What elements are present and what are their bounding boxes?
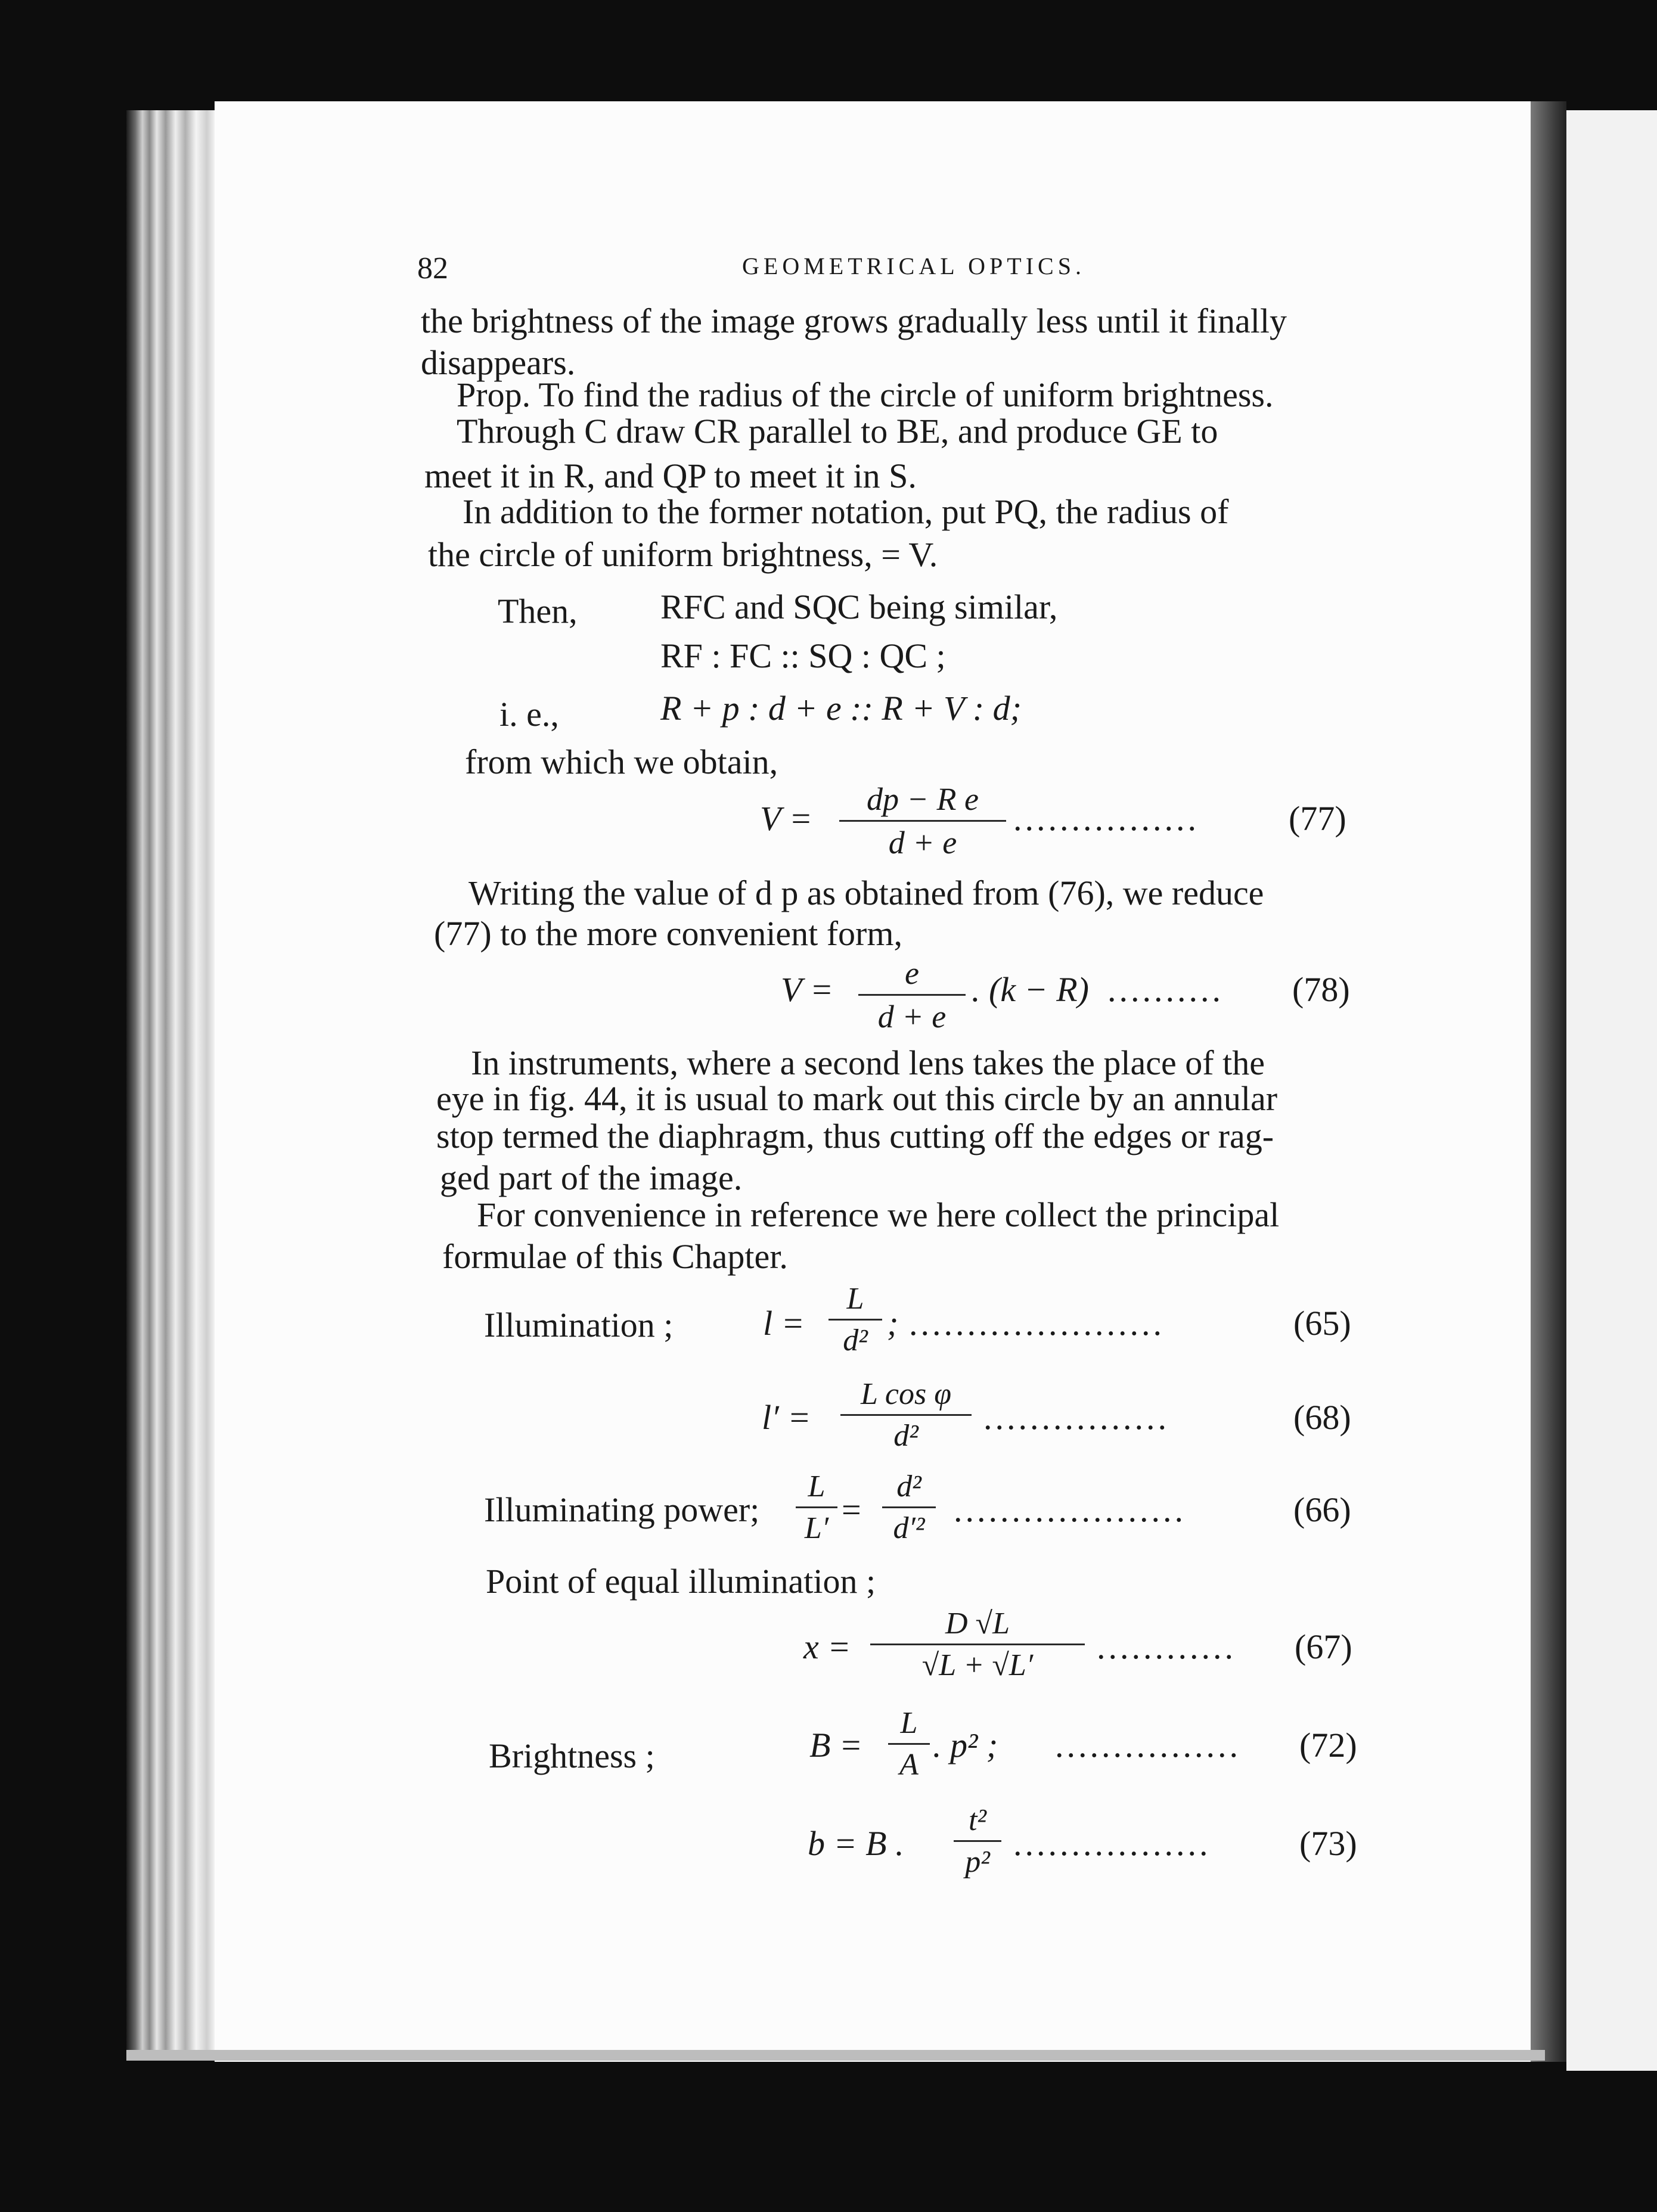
- text-line: (77) to the more convenient form,: [434, 914, 902, 953]
- dot-leader: ................: [1013, 799, 1199, 838]
- eq66-denominator: L′: [804, 1511, 829, 1545]
- fraction-bar: [839, 820, 1006, 822]
- eq72-lhs: B =: [809, 1726, 863, 1764]
- eq78-fraction: [858, 955, 966, 1035]
- text-line: from which we obtain,: [465, 742, 778, 781]
- eq72-numerator: L: [900, 1706, 918, 1740]
- eq67-fraction: [870, 1606, 1085, 1683]
- text-line: Writing the value of d p as obtained from (76), we reduce: [468, 874, 1264, 912]
- then-text: RFC and SQC being similar,: [660, 588, 1058, 626]
- fraction-bar: [840, 1414, 972, 1416]
- formula-label: Illumination ;: [484, 1306, 674, 1344]
- formula-label: Brightness ;: [489, 1736, 655, 1775]
- eq68-fraction: [840, 1377, 972, 1453]
- text-line: stop termed the diaphragm, thus cutting off the edges or rag-: [436, 1117, 1274, 1155]
- text-line: formulae of this Chapter.: [442, 1237, 788, 1276]
- dot-leader: ............: [1097, 1627, 1236, 1666]
- proportion-line: R + p : d + e :: R + V : d;: [660, 689, 1022, 728]
- eq65-denominator: d²: [843, 1324, 868, 1357]
- fraction-bar: [888, 1743, 930, 1745]
- eq65-tail: ;: [887, 1304, 899, 1343]
- eq65-ref: (65): [1293, 1304, 1351, 1343]
- eq72-denominator: A: [899, 1748, 919, 1782]
- gutter-shadow: [1531, 101, 1566, 2062]
- eq72-fraction: [888, 1705, 930, 1782]
- formula-label: Point of equal illumination ;: [486, 1562, 876, 1601]
- eq77-fraction: [839, 781, 1006, 861]
- fraction-bar: [796, 1506, 837, 1508]
- fraction-bar: [882, 1506, 936, 1508]
- dot-leader: ..........: [1107, 970, 1224, 1009]
- eq78-denominator: d + e: [877, 999, 947, 1034]
- dot-leader: ................: [983, 1398, 1169, 1437]
- fraction-bar: [870, 1644, 1085, 1645]
- eq66-ref: (66): [1293, 1490, 1351, 1529]
- eq78-lhs: V =: [781, 970, 834, 1009]
- text-line: the brightness of the image grows gradually less until it finally: [421, 302, 1287, 340]
- text-line: the circle of uniform brightness, = V.: [428, 535, 938, 574]
- dot-leader: ......................: [909, 1304, 1165, 1343]
- text-line: disappears.: [421, 343, 576, 382]
- formula-label: Illuminating power;: [484, 1490, 760, 1529]
- eq65-lhs: l =: [763, 1304, 805, 1343]
- eq77-lhs: V =: [760, 799, 813, 838]
- ie-label: i. e.,: [499, 695, 559, 734]
- eq73-denominator: p²: [965, 1845, 990, 1879]
- eq72-tail: . p² ;: [933, 1726, 998, 1764]
- text-line: In instruments, where a second lens takes the place of the: [471, 1043, 1265, 1082]
- eq66-denominator: d′²: [893, 1511, 925, 1545]
- dot-leader: .................: [1013, 1824, 1211, 1863]
- fraction-bar: [954, 1840, 1001, 1842]
- eq78-tail: . (k − R): [972, 970, 1089, 1009]
- eq77-denominator: d + e: [888, 825, 957, 860]
- eq66-fraction-left: [796, 1469, 837, 1546]
- eq67-numerator: D √L: [945, 1607, 1010, 1641]
- facing-page: [1566, 110, 1657, 2071]
- eq66-equals: =: [842, 1490, 861, 1529]
- page-stack-edge: [126, 110, 216, 2053]
- eq68-ref: (68): [1293, 1398, 1351, 1437]
- proportion-line: RF : FC :: SQ : QC ;: [660, 636, 946, 675]
- eq66-numerator: L: [808, 1470, 826, 1503]
- text-line: In addition to the former notation, put PQ, the radius of: [463, 492, 1229, 531]
- then-label: Then,: [498, 592, 578, 630]
- eq72-ref: (72): [1299, 1726, 1357, 1764]
- fraction-bar: [828, 1319, 882, 1321]
- text-line: eye in fig. 44, it is usual to mark out this circle by an annular: [436, 1079, 1278, 1118]
- eq77-numerator: dp − R e: [867, 781, 979, 817]
- eq68-numerator: L cos φ: [860, 1377, 952, 1411]
- fraction-bar: [858, 994, 966, 996]
- text-line: Prop. To find the radius of the circle of uniform brightness.: [457, 375, 1274, 414]
- eq67-ref: (67): [1295, 1627, 1352, 1666]
- eq66-fraction-right: [882, 1469, 936, 1546]
- running-title: GEOMETRICAL OPTICS.: [742, 253, 1085, 279]
- eq78-numerator: e: [905, 955, 919, 991]
- eq68-denominator: d²: [893, 1419, 919, 1453]
- eq73-fraction: [954, 1803, 1001, 1879]
- eq73-lhs: b = B .: [808, 1824, 904, 1863]
- dot-leader: ....................: [954, 1490, 1186, 1529]
- page-bottom-edge: [126, 2050, 1545, 2061]
- text-line: For convenience in reference we here collect the principal: [477, 1195, 1280, 1234]
- eq65-numerator: L: [846, 1282, 864, 1316]
- eq67-lhs: x =: [803, 1627, 851, 1666]
- text-line: meet it in R, and QP to meet it in S.: [424, 456, 917, 495]
- text-line: ged part of the image.: [440, 1158, 743, 1197]
- eq66-numerator: d²: [896, 1470, 921, 1503]
- eq78-ref: (78): [1292, 970, 1350, 1009]
- eq68-lhs: l′ =: [762, 1398, 811, 1437]
- eq77-ref: (77): [1289, 799, 1346, 838]
- dot-leader: ................: [1055, 1726, 1241, 1764]
- eq65-fraction: [828, 1281, 882, 1358]
- eq67-denominator: √L + √L′: [921, 1648, 1034, 1682]
- text-line: Through C draw CR parallel to BE, and produce GE to: [457, 412, 1218, 451]
- page-number: 82: [417, 251, 448, 285]
- eq73-numerator: t²: [968, 1803, 987, 1837]
- eq73-ref: (73): [1299, 1824, 1357, 1863]
